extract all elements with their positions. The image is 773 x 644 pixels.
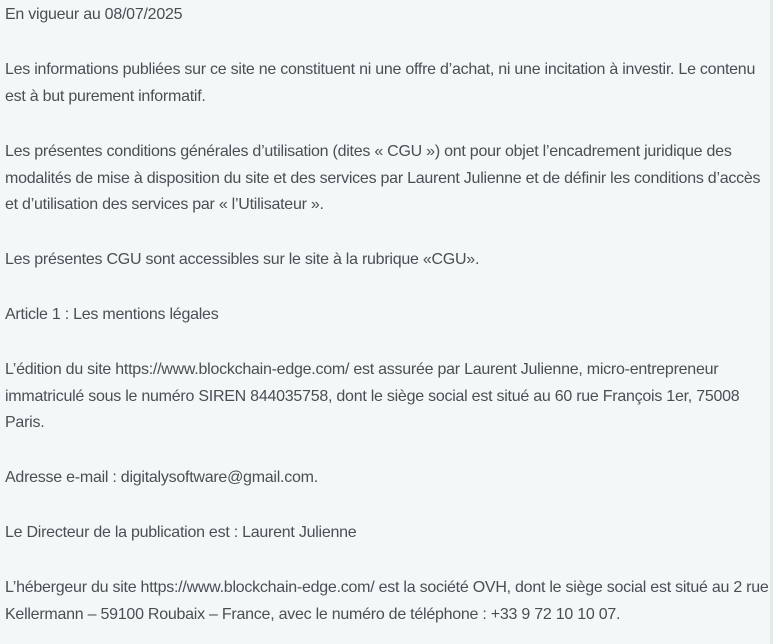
accessibility-paragraph: Les présentes CGU sont accessibles sur le site à la rubrique «CGU». [5,251,480,268]
disclaimer-paragraph: Les informations publiées sur ce site ne constituent ni une offre d’achat, ni une incitation à investir. Le contenu est à but purement informatif. [5,61,756,105]
host-paragraph: L’hébergeur du site https://www.blockchain-edge.com/ est la société OVH, dont le siège social est situé au 2 rue Kellermann – 59100 Roubaix – France, avec le numéro de téléphone : +33 9 72 10 10 07. [5,579,769,623]
director-paragraph: Le Directeur de la publication est : Laurent Julienne [5,524,357,541]
effective-date: En vigueur au 08/07/2025 [5,6,183,23]
email-paragraph: Adresse e-mail : digitalysoftware@gmail.com. [5,469,318,486]
edition-paragraph: L’édition du site https://www.blockchain-edge.com/ est assurée par Laurent Julienne, micro-entrepreneur immatriculé sous le numéro SIREN 844035758, dont le siège social est situé au 60 rue François 1er, 75008 Paris. [5,361,740,431]
purpose-paragraph: Les présentes conditions générales d’utilisation (dites « CGU ») ont pour objet l’encadrement juridique des modalités de mise à disposition du site et des services par Laurent Julienne et de définir les conditions d’accès et d’utilisation des services par « l’Utilisateur ». [5,143,761,213]
article-1-heading: Article 1 : Les mentions légales [5,306,219,323]
